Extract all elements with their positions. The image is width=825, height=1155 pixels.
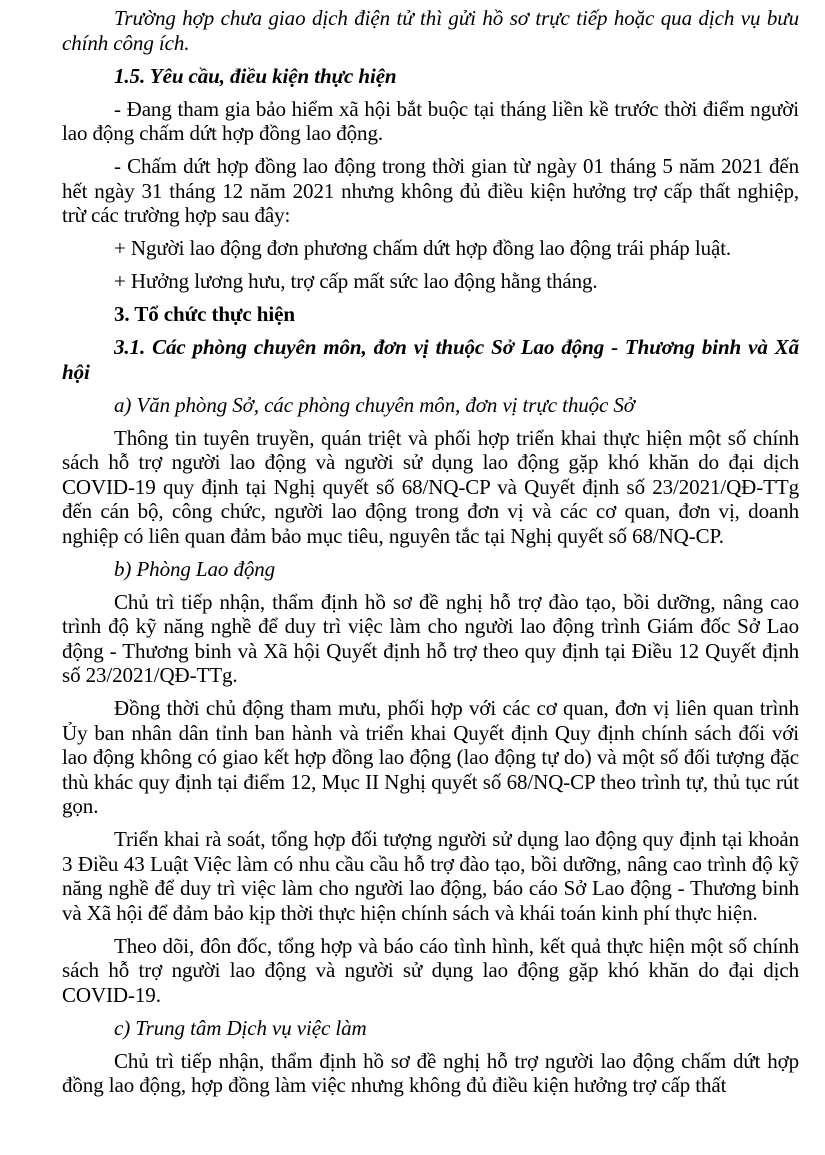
para-condition-social-insurance: - Đang tham gia bảo hiểm xã hội bắt buộc tại tháng liền kề trước thời điểm người lao động chấm dứt hợp đồng lao động. [62, 96, 799, 145]
para-labor-division-duty-3: Triển khai rà soát, tổng hợp đối tượng người sử dụng lao động quy định tại khoản 3 Điều 43 Luật Việc làm có nhu cầu cầu hỗ trợ đào tạo, bồi dưỡng, nâng cao trình độ kỹ năng nghề để duy trì việc làm cho người lao động, báo cáo Sở Lao động - Thương binh và Xã hội để đảm bảo kịp thời thực hiện chính sách và khái toán kinh phí thực hiện. [62, 827, 799, 925]
heading-3-implementation: 3. Tổ chức thực hiện [114, 302, 295, 326]
para-labor-division-duty-4: Theo dõi, đôn đốc, tổng hợp và báo cáo tình hình, kết quả thực hiện một số chính sách hỗ trợ người lao động và người sử dụng lao động gặp khó khăn do đại dịch COVID-19. [62, 933, 799, 1007]
para-office-duties: Thông tin tuyên truyền, quán triệt và phối hợp triển khai thực hiện một số chính sách hỗ trợ người lao động và người sử dụng lao động gặp khó khăn do đại dịch COVID-19 quy định tại Nghị quyết số 68/NQ-CP và Quyết định số 23/2021/QĐ-TTg đến cán bộ, công chức, người lao động trong đơn vị và các cơ quan, đơn vị, doanh nghiệp có liên quan đảm bảo mục tiêu, nguyên tắc tại Nghị quyết số 68/NQ-CP. [62, 425, 799, 548]
para-labor-division-duty-1: Chủ trì tiếp nhận, thẩm định hồ sơ đề nghị hỗ trợ đào tạo, bồi dưỡng, nâng cao trình độ kỹ năng nghề để duy trì việc làm cho người lao động trình Giám đốc Sở Lao động - Thương binh và Xã hội Quyết định hỗ trợ theo quy định tại Điều 12 Quyết định số 23/2021/QĐ-TTg. [62, 589, 799, 687]
heading-c-employment-service-center: c) Trung tâm Dịch vụ việc làm [114, 1015, 367, 1040]
para-condition-contract-termination: - Chấm dứt hợp đồng lao động trong thời gian từ ngày 01 tháng 5 năm 2021 đến hết ngày 31 tháng 12 năm 2021 nhưng không đủ điều kiện hưởng trợ cấp thất nghiệp, trừ các trường hợp sau đây: [62, 154, 799, 227]
para-employment-center-duty-1: Chủ trì tiếp nhận, thẩm định hồ sơ đề nghị hỗ trợ người lao động chấm dứt hợp đồng lao động, hợp đồng làm việc nhưng không đủ điều kiện hưởng trợ cấp thất [62, 1048, 799, 1097]
heading-3-1-departments: 3.1. Các phòng chuyên môn, đơn vị thuộc Sở Lao động - Thương binh và Xã hội [62, 335, 799, 384]
heading-1-5-requirements: 1.5. Yêu cầu, điều kiện thực hiện [114, 63, 397, 88]
para-note-direct-submission: Trường hợp chưa giao dịch điện tử thì gửi hồ sơ trực tiếp hoặc qua dịch vụ bưu chính công ích. [62, 6, 799, 55]
para-exception-pension: + Hưởng lương hưu, trợ cấp mất sức lao động hằng tháng. [114, 269, 598, 293]
para-exception-unilateral-termination: + Người lao động đơn phương chấm dứt hợp đồng lao động trái pháp luật. [114, 236, 732, 260]
para-labor-division-duty-2: Đồng thời chủ động tham mưu, phối hợp với các cơ quan, đơn vị liên quan trình Ủy ban nhân dân tỉnh ban hành và triển khai Quyết định Quy định chính sách đối với lao động không có giao kết hợp đồng lao động (lao động tự do) và một số đối tượng đặc thù khác quy định tại điểm 12, Mục II Nghị quyết số 68/NQ-CP theo trình tự, thủ tục rút gọn. [62, 696, 799, 818]
heading-a-department-office: a) Văn phòng Sở, các phòng chuyên môn, đơn vị trực thuộc Sở [114, 392, 635, 417]
heading-b-labor-division: b) Phòng Lao động [114, 556, 276, 581]
